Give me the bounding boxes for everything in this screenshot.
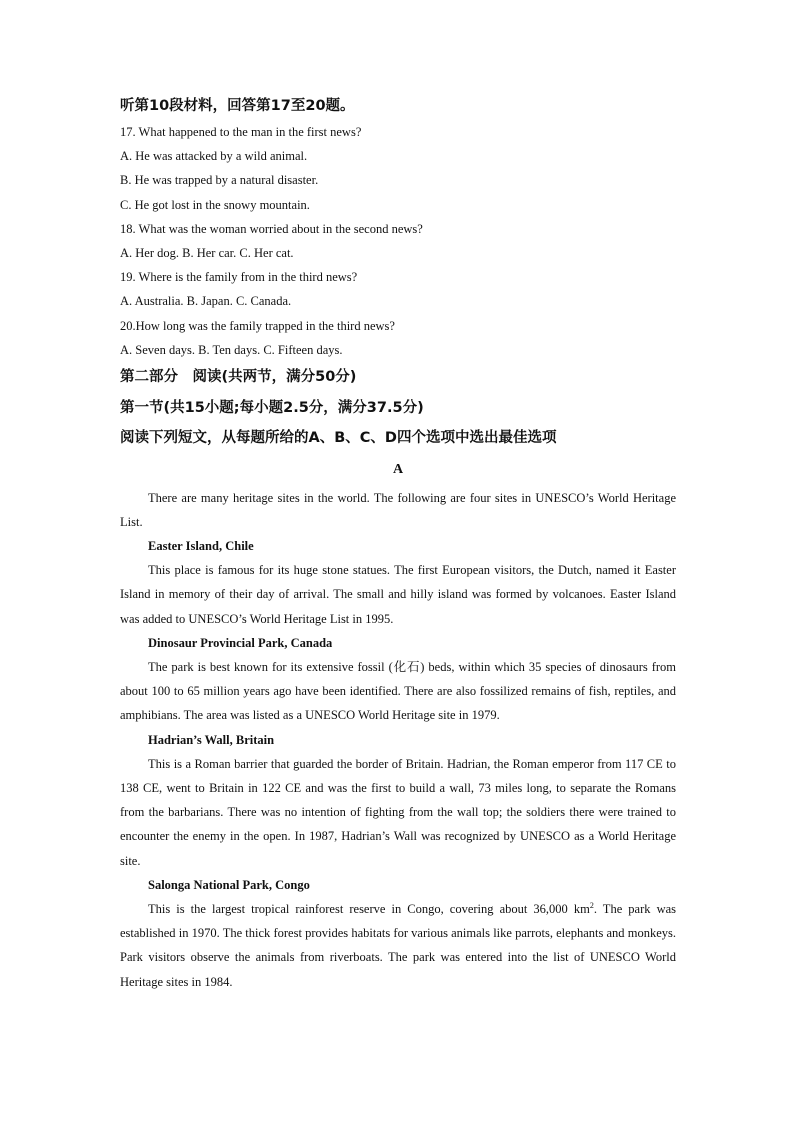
- site-title-salonga-park: Salonga National Park, Congo: [148, 877, 310, 892]
- part2-section1-title: 第一节(共15小题;每小题2.5分，满分37.5分): [120, 399, 424, 416]
- document-page: [120, 96, 676, 994]
- salonga-text-part2: . The park was established in 1970. The thick forest provides habitats for various animals like parrots, elephants and monkeys. Park visitors observe the animals from riverboats. The park was entered into the list of UNESCO World Heritage sites in 1984.: [120, 901, 677, 989]
- site-text-dinosaur-park: The park is best known for its extensive fossil (化石) beds, within which 35 species of dinosaurs from about 100 to 65 million years ago have been identified. There are also fossilized remains of fish, reptiles, and amphibians. The area was listed as a UNESCO World Heritage site in 1979.: [120, 659, 676, 723]
- listening-section-heading: 听第10段材料，回答第17至20题。: [120, 98, 355, 114]
- question-text: 19. Where is the family from in the third news?: [120, 270, 358, 285]
- salonga-text-part1: This is the largest tropical rainforest reserve in Congo, covering about 36,000 km: [148, 901, 590, 916]
- site-title-easter-island: Easter Island, Chile: [148, 538, 254, 553]
- passage-letter: A: [392, 461, 404, 477]
- question-20: [120, 314, 676, 362]
- superscript-2: 2: [589, 900, 594, 910]
- option: C. He got lost in the snowy mountain.: [120, 197, 310, 212]
- site-text-salonga-park: [120, 897, 676, 994]
- option: A. He was attacked by a wild animal.: [120, 149, 308, 164]
- site-text-easter-island: This place is famous for its huge stone statues. The first European visitors, the Dutch, named it Easter Island in memory of their day of arrival. The small and hilly island was formed by volcanoes. Easter Island was added to UNESCO’s World Heritage List in 1995.: [120, 563, 676, 626]
- question-18: [120, 217, 676, 265]
- site-title-dinosaur-park: Dinosaur Provincial Park, Canada: [148, 635, 333, 650]
- reading-instruction: 阅读下列短文，从每题所给的A、B、C、D四个选项中选出最佳选项: [120, 430, 557, 447]
- question-text: 20.How long was the family trapped in the third news?: [120, 318, 395, 333]
- part2-title: 第二部分 阅读(共两节，满分50分): [120, 369, 357, 386]
- question-19: [120, 265, 676, 313]
- passage-intro: There are many heritage sites in the world. The following are four sites in UNESCO’s World Heritage List.: [120, 490, 676, 529]
- option: B. He was trapped by a natural disaster.: [120, 173, 319, 188]
- question-17: [120, 120, 676, 217]
- option: A. Seven days. B. Ten days. C. Fifteen days.: [120, 342, 343, 357]
- option: A. Australia. B. Japan. C. Canada.: [120, 294, 292, 309]
- site-text-hadrians-wall: This is a Roman barrier that guarded the border of Britain. Hadrian, the Roman emperor from 117 CE to 138 CE, went to Britain in 122 CE and was the first to build a wall, 73 miles long, to separate the Romans from the barbarians. There was no intention of fighting from the wall top; the soldiers there were trained to encounter the enemy in the open. In 1987, Hadrian’s Wall was recognized by UNESCO as a World Heritage site.: [120, 756, 676, 868]
- option: A. Her dog. B. Her car. C. Her cat.: [120, 246, 294, 261]
- question-text: 18. What was the woman worried about in the second news?: [120, 221, 423, 236]
- question-text: 17. What happened to the man in the first news?: [120, 125, 362, 139]
- site-title-hadrians-wall: Hadrian’s Wall, Britain: [148, 732, 275, 747]
